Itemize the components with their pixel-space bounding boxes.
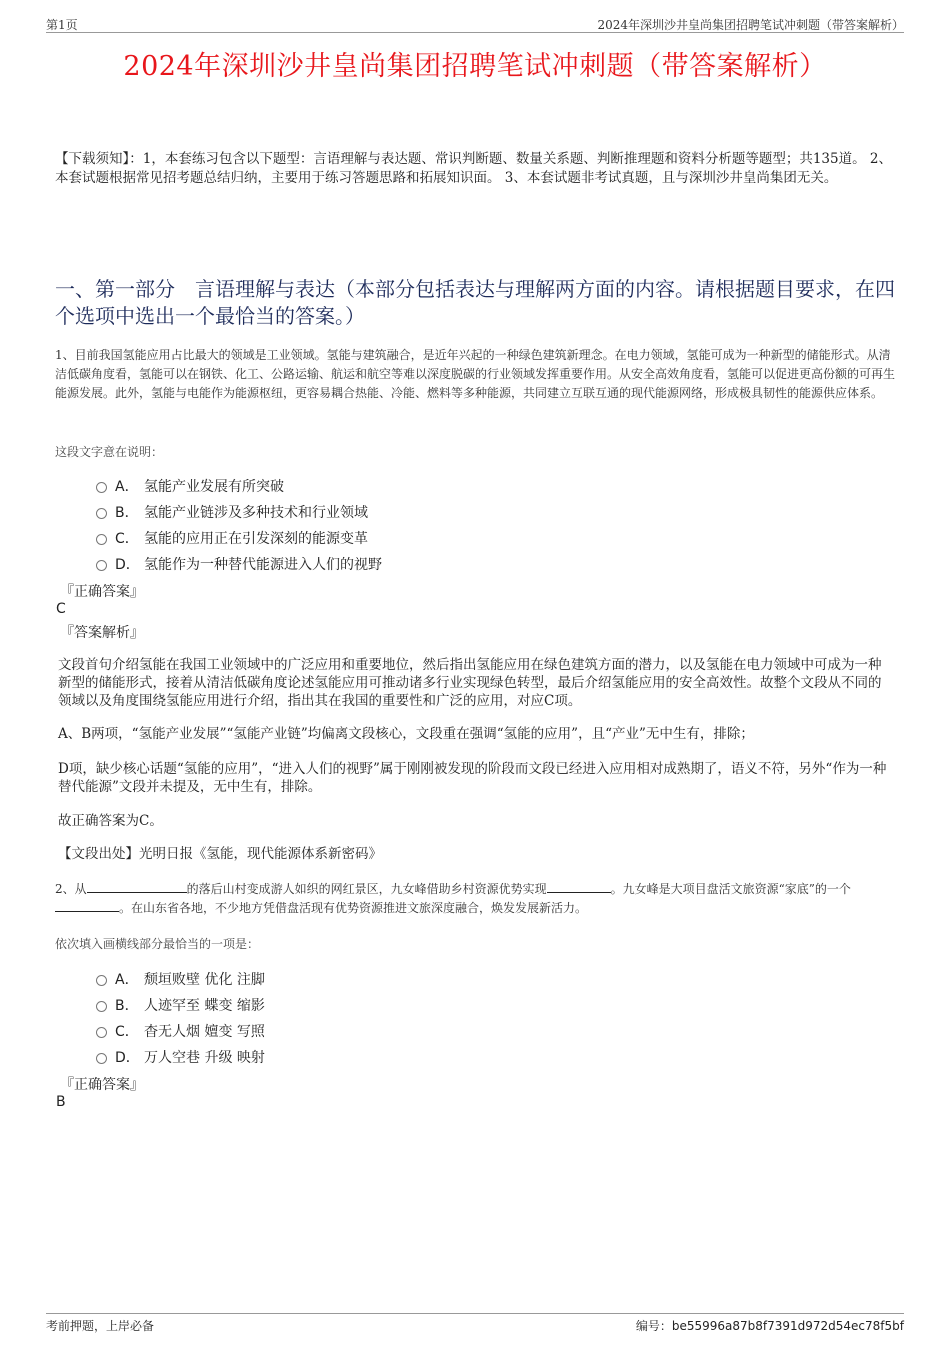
q1-answer-label: 『正确答案』 [60, 584, 144, 600]
page-footer [46, 1313, 904, 1334]
question-1-prompt: 这段文字意在说明： [55, 445, 164, 459]
fill-blank [547, 880, 611, 893]
radio-icon[interactable] [96, 534, 107, 545]
section-heading: 一、第一部分 言语理解与表达（本部分包括表达与理解两方面的内容。请根据题目要求，在四个选项中选出一个最恰当的答案。） [55, 277, 895, 328]
q1-answer: C [56, 601, 66, 617]
radio-icon[interactable] [96, 1053, 107, 1064]
page-header [46, 14, 904, 33]
radio-icon[interactable] [96, 508, 107, 519]
radio-icon[interactable] [96, 560, 107, 571]
q2-answer: B [56, 1094, 66, 1110]
q1-analysis-label: 『答案解析』 [60, 625, 144, 641]
radio-icon[interactable] [96, 975, 107, 986]
q1-analysis-para-1: 文段首句介绍氢能在我国工业领域中的广泛应用和重要地位，然后指出氢能应用在绿色建筑方面的潜力，以及氢能在电力领域中可成为一种新型的储能形式，接着从清洁低碳角度论述氢能应用可推动诸多行业实现绿色转型，最后介绍氢能应用的安全高效性。故整个文段从不同的领域以及角度围绕氢能应用进行介绍，指出其在我国的重要性和广泛的应用，对应C项。 [58, 657, 882, 709]
q1-analysis-para-3: D项，缺少核心话题“氢能的应用”，“进入人们的视野”属于刚刚被发现的阶段而文段已经进入应用相对成熟期了，语义不符，另外“作为一种替代能源”文段并未提及，无中生有，排除。 [58, 761, 887, 795]
q1-analysis-para-4: 故正确答案为C。 [58, 813, 163, 829]
page-number: 第1页 [46, 18, 78, 32]
question-2-prompt: 依次填入画横线部分最恰当的一项是： [55, 937, 260, 951]
question-1-text: 1、目前我国氢能应用占比最大的领域是工业领域。氢能与建筑融合，是近年兴起的一种绿色建筑新理念。在电力领域，氢能可成为一种新型的储能形式。从清洁低碳角度看，氢能可以在钢铁、化工、公路运输、航运和航空等难以深度脱碳的行业领域发挥重要作用。从安全高效角度看，氢能可以促进更高份额的可再生能源发展。此外，氢能与电能作为能源枢纽，更容易耦合热能、冷能、燃料等多种能源，共同建立互联互通的现代能源网络，形成极具韧性的能源供应体系。 [55, 348, 896, 400]
radio-icon[interactable] [96, 1001, 107, 1012]
footer-slogan: 考前押题，上岸必备 [46, 1319, 155, 1333]
page-title: 2024年深圳沙井皇尚集团招聘笔试冲刺题（带答案解析） [123, 51, 827, 82]
footer-code: 编号：be55996a87b8f7391d972d54ec78f5bf [635, 1319, 904, 1333]
radio-icon[interactable] [96, 482, 107, 493]
q1-source: 【文段出处】光明日报《氢能，现代能源体系新密码》 [58, 846, 382, 862]
fill-blank [87, 880, 187, 893]
fill-blank [55, 899, 119, 912]
download-notice: 【下载须知】：1，本套练习包含以下题型：言语理解与表达题、常识判断题、数量关系题、判断推理题和资料分析题等题型；共135道。 2、本套试题根据常见招考题总结归纳，主要用于练习答题思路和拓展知识面。 3、本套试题非考试真题，且与深圳沙井皇尚集团无关。 [55, 151, 892, 186]
header-doc-title: 2024年深圳沙井皇尚集团招聘笔试冲刺题（带答案解析） [597, 18, 904, 32]
q1-analysis-para-2: A、B两项，“氢能产业发展”“氢能产业链”均偏离文段核心，文段重在强调“氢能的应用”，且“产业”无中生有，排除； [58, 726, 754, 742]
question-2-text: 2、从 的落后山村变成游人如织的网红景区，九女峰借助乡村资源优势实现 。九女峰是大项目盘活文旅资源“家底”的一个。在山东省各地，不少地方凭借盘活现有优势资源推进文旅深度融合，焕发发展新活力。 [55, 882, 851, 915]
q2-answer-label: 『正确答案』 [60, 1077, 144, 1093]
radio-icon[interactable] [96, 1027, 107, 1038]
